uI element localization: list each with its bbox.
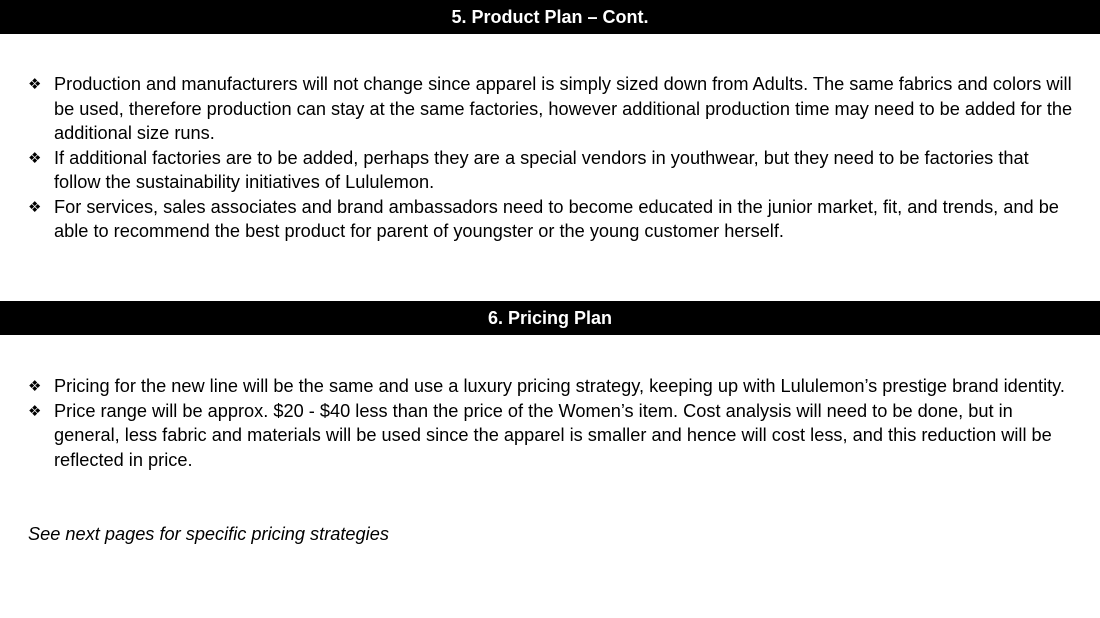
list-item	[28, 399, 1078, 473]
four-diamond-bullet-icon: ❖	[28, 75, 42, 93]
product-plan-bullet-list	[28, 72, 1078, 244]
four-diamond-bullet-icon: ❖	[28, 197, 42, 216]
list-item	[28, 374, 1078, 399]
four-diamond-bullet-icon: ❖	[28, 401, 42, 420]
list-item	[28, 195, 1078, 244]
section-title: 6. Pricing Plan	[487, 308, 613, 328]
footer-note: See next pages for specific pricing strategies	[28, 524, 389, 544]
list-item	[28, 72, 1078, 146]
section-header-product-plan	[0, 0, 1100, 34]
section-title: 5. Product Plan – Cont.	[451, 7, 649, 27]
bullet-text: Price range will be approx. $20 - $40 less than the price of the Women’s item. Cost analysis will need to be done, but in general, less fabric and materials will be used since the apparel is smaller and hence will cost less, and this reduction will be reflected in price.	[54, 400, 1052, 470]
bullet-text: If additional factories are to be added, perhaps they are a special vendors in youthwear, but they need to be factories that follow the sustainability initiatives of Lululemon.	[54, 147, 1029, 192]
list-item	[28, 146, 1078, 195]
pricing-plan-bullet-list	[28, 374, 1078, 472]
bullet-text: Production and manufacturers will not change since apparel is simply sized down from Adults. The same fabrics and colors will be used, therefore production can stay at the same factories, however additional production time may need to be added for the additional size runs.	[54, 74, 1073, 143]
four-diamond-bullet-icon: ❖	[28, 148, 42, 167]
four-diamond-bullet-icon: ❖	[28, 377, 42, 395]
section-header-pricing-plan	[0, 301, 1100, 335]
bullet-text: For services, sales associates and brand ambassadors need to become educated in the junior market, fit, and trends, and be able to recommend the best product for parent of youngster or the young customer herself.	[54, 196, 1059, 241]
bullet-text: Pricing for the new line will be the same and use a luxury pricing strategy, keeping up with Lululemon’s prestige brand identity.	[54, 376, 1065, 396]
